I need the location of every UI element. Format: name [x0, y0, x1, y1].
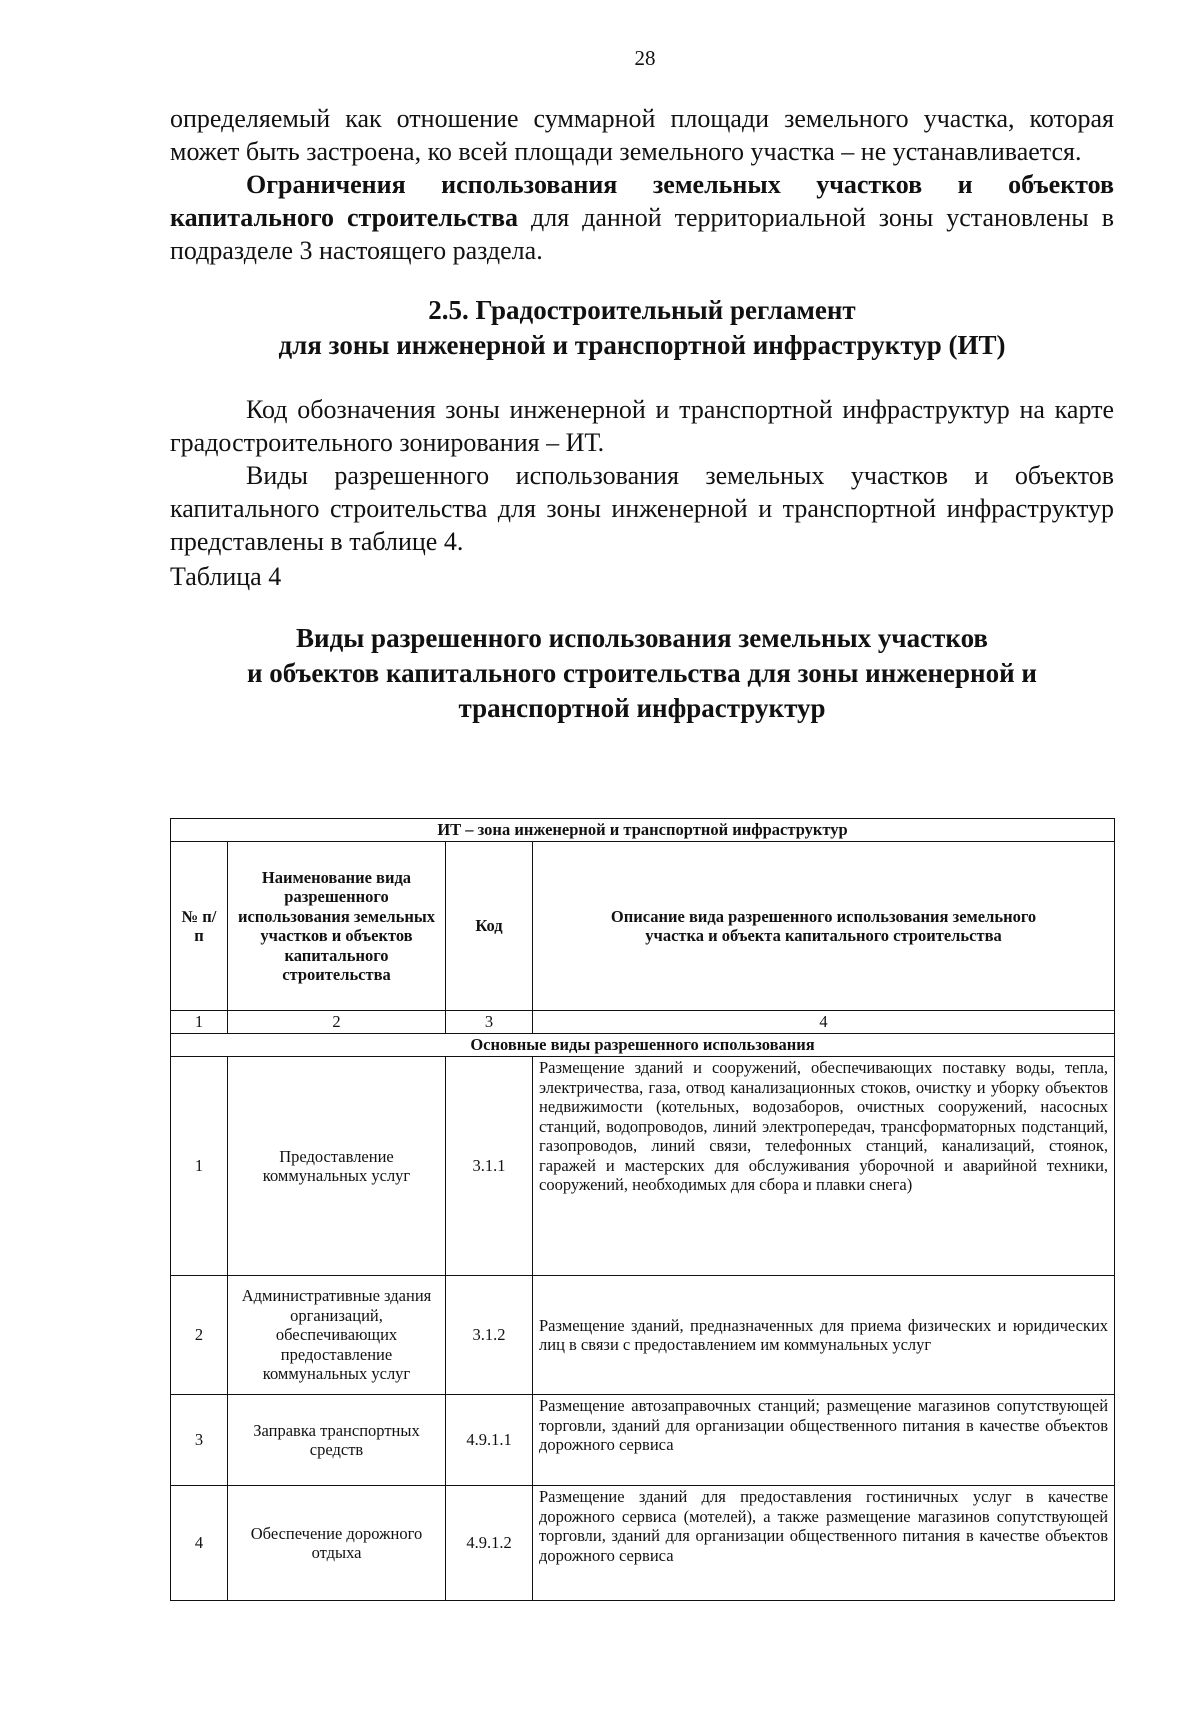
column-numbers-row	[171, 1011, 1115, 1034]
row-name: Предоставление коммунальных услуг	[228, 1057, 446, 1276]
intro-paragraph: определяемый как отношение суммарной площади земельного участка, которая может быть застроена, ко всей площади земельного участка – не устанавливается.	[170, 104, 1114, 166]
section-title-line-2: для зоны инженерной и транспортной инфраструктур (ИТ)	[278, 330, 1006, 360]
row-num: 3	[171, 1395, 228, 1486]
column-number-2: 2	[228, 1011, 446, 1034]
row-name: Обеспечение дорожного отдыха	[228, 1486, 446, 1601]
table-label: Таблица 4	[170, 562, 282, 591]
restrictions-paragraph	[170, 168, 1114, 267]
table-row	[171, 1395, 1115, 1486]
zone-header: ИТ – зона инженерной и транспортной инфраструктур	[171, 819, 1115, 842]
row-num: 1	[171, 1057, 228, 1276]
column-number-1: 1	[171, 1011, 228, 1034]
table-title-line-2: и объектов капитального строительства для зоны инженерной и	[247, 658, 1037, 688]
header-name: Наименование вида разрешенного использования земельных участков и объектов капитального строительства	[228, 842, 446, 1011]
document-body	[170, 102, 1114, 726]
row-description: Размещение автозаправочных станций; размещение магазинов сопутствующей торговли, зданий для организации общественного питания в качестве объектов дорожного сервиса	[533, 1395, 1115, 1486]
zone-header-row	[171, 819, 1115, 842]
row-name: Административные здания организаций, обеспечивающих предоставление коммунальных услуг	[228, 1276, 446, 1395]
restrictions-regular-text: для данной территориальной зоны установлены в подразделе 3 настоящего раздела.	[170, 203, 1114, 265]
row-code: 3.1.2	[446, 1276, 533, 1395]
column-number-4: 4	[533, 1011, 1115, 1034]
row-code: 4.9.1.2	[446, 1486, 533, 1601]
table-row	[171, 1486, 1115, 1601]
row-name: Заправка транспортных средств	[228, 1395, 446, 1486]
header-code: Код	[446, 842, 533, 1011]
column-header-row	[171, 842, 1115, 1011]
table-title	[170, 621, 1114, 726]
restrictions-bold-text: Ограничения использования земельных участков и объектов капитального строительства	[170, 170, 1114, 232]
main-types-header: Основные виды разрешенного использования	[171, 1034, 1115, 1057]
row-description: Размещение зданий, предназначенных для приема физических и юридических лиц в связи с предоставлением им коммунальных услуг	[533, 1276, 1115, 1395]
zone-code-paragraph: Код обозначения зоны инженерной и транспортной инфраструктур на карте градостроительного зонирования – ИТ.	[170, 395, 1114, 457]
row-description: Размещение зданий для предоставления гостиничных услуг в качестве дорожного сервиса (мотелей), а также размещение магазинов сопутствующей торговли, зданий для организации общественного питания в качестве объектов дорожного сервиса	[533, 1486, 1115, 1601]
table-title-line-3: транспортной инфраструктур	[458, 693, 826, 723]
page-number: 28	[634, 46, 656, 70]
row-num: 2	[171, 1276, 228, 1395]
row-description: Размещение зданий и сооружений, обеспечивающих поставку воды, тепла, электричества, газа, отвод канализационных стоков, очистку и уборку объектов недвижимости (котельных, водозаборов, очистных сооружений, насосных станций, водопроводов, линий электропередач, трансформаторных подстанций, газопроводов, линий связи, телефонных станций, канализаций, стоянок, гаражей и мастерских для обслуживания уборочной и аварийной техники, сооружений, необходимых для сбора и плавки снега)	[533, 1057, 1115, 1276]
column-number-3: 3	[446, 1011, 533, 1034]
row-code: 3.1.1	[446, 1057, 533, 1276]
permitted-uses-paragraph: Виды разрешенного использования земельных участков и объектов капитального строительства для зоны инженерной и транспортной инфраструктур представлены в таблице 4.	[170, 461, 1114, 556]
section-title-line-1: 2.5. Градостроительный регламент	[428, 295, 856, 325]
section-title	[170, 293, 1114, 363]
table-row	[171, 1276, 1115, 1395]
table-row	[171, 1057, 1115, 1276]
row-num: 4	[171, 1486, 228, 1601]
row-code: 4.9.1.1	[446, 1395, 533, 1486]
permitted-uses-table	[170, 818, 1115, 1601]
header-description: Описание вида разрешенного использования земельного участка и объекта капитального строительства	[533, 842, 1115, 1011]
header-num: № п/п	[171, 842, 228, 1011]
main-types-header-row	[171, 1034, 1115, 1057]
table-title-line-1: Виды разрешенного использования земельных участков	[296, 623, 988, 653]
